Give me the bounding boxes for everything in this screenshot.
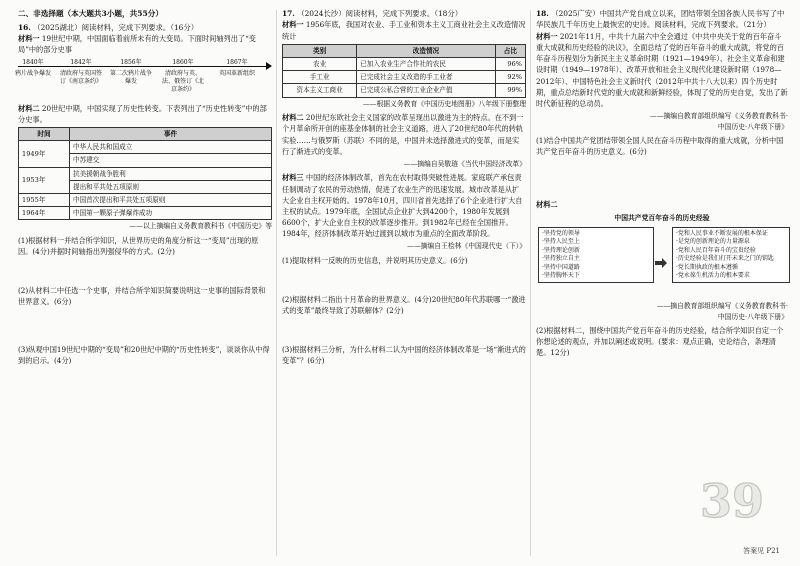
table-header: 类别 [283,44,357,57]
column-divider [276,10,277,556]
timeline-point: 1860年 清政府与英、法、俄签订《北京条约》 [162,58,205,93]
q17-material2: 材料二 20世纪东欧社会主义国家的改革呈现出以激进为主的特点。在不到一个月革命所开创的座基金体制的社会主义道路，进入了20世纪80年代的转轨实验……与俄罗斯（苏联）不同的是，中国并未选择激进式的变革，而是实行了渐进式的变革。 [282,113,524,156]
timeline-point: 1867年 英国革新组织 [218,58,255,78]
table-header: 占比 [495,44,525,57]
q17-sub1: (1)提取材料一反映的历史信息，并说明其历史意义。(6分) [282,255,468,265]
diagram-right-box: ·党和人民事业不断发展的根本保证 ·是党的创新理论的力量源泉 ·党和人民百年奋斗的宝贵经验 ·历史经验是我们打开未来之门的钥匙 ·党长期执政的根本遵循 ·党永葆生机活力的根本要求 [672,227,790,283]
q17-sub2: (2)根据材料二指出十月革命的世界意义。(4分)20世纪80年代苏联哪一“激进式的变革”最终导致了苏联解体？(2分) [282,294,526,316]
column-divider [530,10,531,556]
q17-table [282,44,526,98]
q17-source1: ——根据义务教育《中国历史地图册》八年级下册整理 [362,99,526,108]
arrow-right-icon [655,257,667,269]
q17-material3: 材料三 中国的经济体制改革，首先在农村取得突破性进展。家庭联产承包责任制调动了农民的劳动热情，促进了农业生产的迅速发展。城市改革是从扩大企业自主权开始的。1978年10月，四川省首先选择了6个企业进行扩大自主权的试点。1979年底，全国试点企业扩大到4200个，1980年发展到6600个，扩大企业自主权的改革逐步推开。到1982年已经在全国推开。1984年，经济体制改革开始过渡到以城市为重点的全面改革阶段。 [282,173,523,239]
q18-material1: 材料一 2021年11月，中共十九届六中全会通过《中共中央关于党的百年奋斗重大成就和历史经验的决议》，全面总结了党的百年奋斗的重大成就，将党的百年奋斗历程划分为新民主主义革命时期（1921—1949年）、社会主义革命和建设时期（1949—1978年）、改革开放和社会主义现代化建设新时期（1978—2012年）、中国特色社会主义新时代（2012年中共十八大以来）四个历史时期，重点总结新时代党的重大成就和新鲜经验，体现了党的历史自觉，发出了新时代新征程的总动员。 [536,31,788,108]
q16-table [18,127,272,221]
table-row: 中苏建交 [19,154,272,167]
q17-sub3: (3)根据材料三分析，为什么材料二认为中国的经济体制改革是一场“渐进式的变革”？(6分) [282,345,526,366]
table-row: 1953年 抗美援朝战争胜利 [19,167,272,180]
table-row: 手工业 已完成社会主义改造的手工业者 92% [283,71,526,84]
answer-space[interactable] [18,310,272,344]
q18-instruction: （2025广安）中国共产党自成立以来，团结带领全国各族人民书写了中华民族几千年历史上最恢宏的史诗。阅读材料，完成下列要求。（21分） [536,9,785,30]
q18-material2-label: 材料二 [536,200,558,210]
page-number-watermark: 39 [699,474,764,528]
q16-m2-text: 20世纪中期，中国实现了历史性转变。下表列出了“历史性转变”中的部分史事。 [18,103,267,124]
q16-sub3: (3)纵观中国19世纪中期的“变局”和20世纪中期的“历史性转变”，谈谈你从中得到的启示。(4分) [18,344,270,365]
q18-sub1: (1)结合中国共产党团结带领全国人民在奋斗历程中取得的重大成就，分析中国共产党百年奋斗的历史意义。(6分) [536,136,784,157]
q16-number: 16. [18,22,31,32]
diagram-left-box: ·坚持党的领导 ·坚持人民至上 ·坚持理论创新 ·坚持独立自主 ·坚持中国道路 ·坚持胸怀天下 [538,227,654,283]
q18-source2: ——摘自教育部组织编写《义务教育教科书· 中国历史·八年级下册》 [656,302,788,321]
q16-material1 [18,33,272,55]
table-header: 事件 [70,127,272,140]
q17-source3: ——摘编自王桧林《中国现代史（下）》 [407,242,526,251]
q17-number: 17. [282,9,295,18]
q16-sub2: (2)从材料二中任选一个史事，并结合所学知识简要说明这一史事的国际背景和世界意义。(6分) [18,286,266,307]
table-row: 1949年 中华人民共和国成立 [19,141,272,154]
answer-space[interactable] [18,259,272,285]
diagram-title: 中国共产党百年奋斗的历史经验 [614,213,710,222]
section-title: 二、非选择题（本大题共3小题，共55分） [18,9,163,18]
table-row: 1964年 中国第一颗原子弹爆炸成功 [19,207,272,220]
q18-head [536,8,788,31]
q17-material1: 材料一 1956年底，我国对农业、手工业和资本主义工商业社会主义改造情况统计 [282,20,526,41]
table-row: 1955年 中国首次提出和平共处五项原则 [19,193,272,206]
answer-space[interactable] [282,318,526,344]
table-header: 改造情况 [357,44,496,57]
answer-space[interactable] [282,268,526,294]
table-row: 资本主义工商业 已完成公私合营的工业企业产值 99% [283,84,526,97]
timeline-point: 1842年 清政府与英国签订《南京条约》 [60,58,103,86]
q18-source1: ——摘编自教育部组织编写《义务教育教科书· 中国历史·八年级下册》 [649,112,788,131]
q16-head [18,22,272,33]
q16-sub1: (1)根据材料一并结合所学知识，从世界历史的角度分析这一“变局”出现的原因。(4分)并据时间轴指出列强侵华的方式。(2分) [18,235,259,257]
q17-source2: ——摘编自吴敬琏《当代中国经济改革》 [403,159,526,168]
answer-space[interactable] [536,159,788,199]
q16-material2 [18,103,272,125]
q18-sub2: (2)根据材料二，围绕中国共产党百年奋斗的历史经验，结合所学知识自定一个你想论述的观点，并加以阐述或说明。(要求：观点正确，史论结合，条理清楚。12分) [536,326,784,358]
table-row: 提出和平共处五项原则 [19,180,272,193]
experience-diagram [536,227,788,297]
q18-number: 18. [536,9,549,18]
q16-instruction: （2025湖北）阅读材料，完成下列要求。（16分） [33,22,199,32]
timeline-arrow-icon [266,62,272,70]
timeline-point: 1856年 第二次鸦片战争爆发 [110,58,153,86]
q16-source: ——以上摘编自义务教育教科书《中国历史》等 [129,222,272,231]
q16-m2-label: 材料二 [18,103,40,113]
table-header: 时间 [19,127,70,140]
column-right [536,8,788,361]
table-row: 农业 已加入农业生产合作社的农民 96% [283,58,526,71]
column-middle [282,8,526,369]
timeline [14,58,272,99]
q16-m1-text: 19世纪中期，中国面临着前所未有的大变局。下面时间轴列出了“变局”中的部分史事 [18,34,256,55]
q17-instruction: （2024长沙）阅读材料，完成下列要求。（18分） [297,9,463,18]
answer-reference: 答案见 P21 [743,547,780,555]
q17-head [282,8,526,19]
column-left [14,8,272,368]
timeline-point: 1840年 鸦片战争爆发 [14,58,51,78]
q16-m1-label: 材料一 [18,34,40,44]
